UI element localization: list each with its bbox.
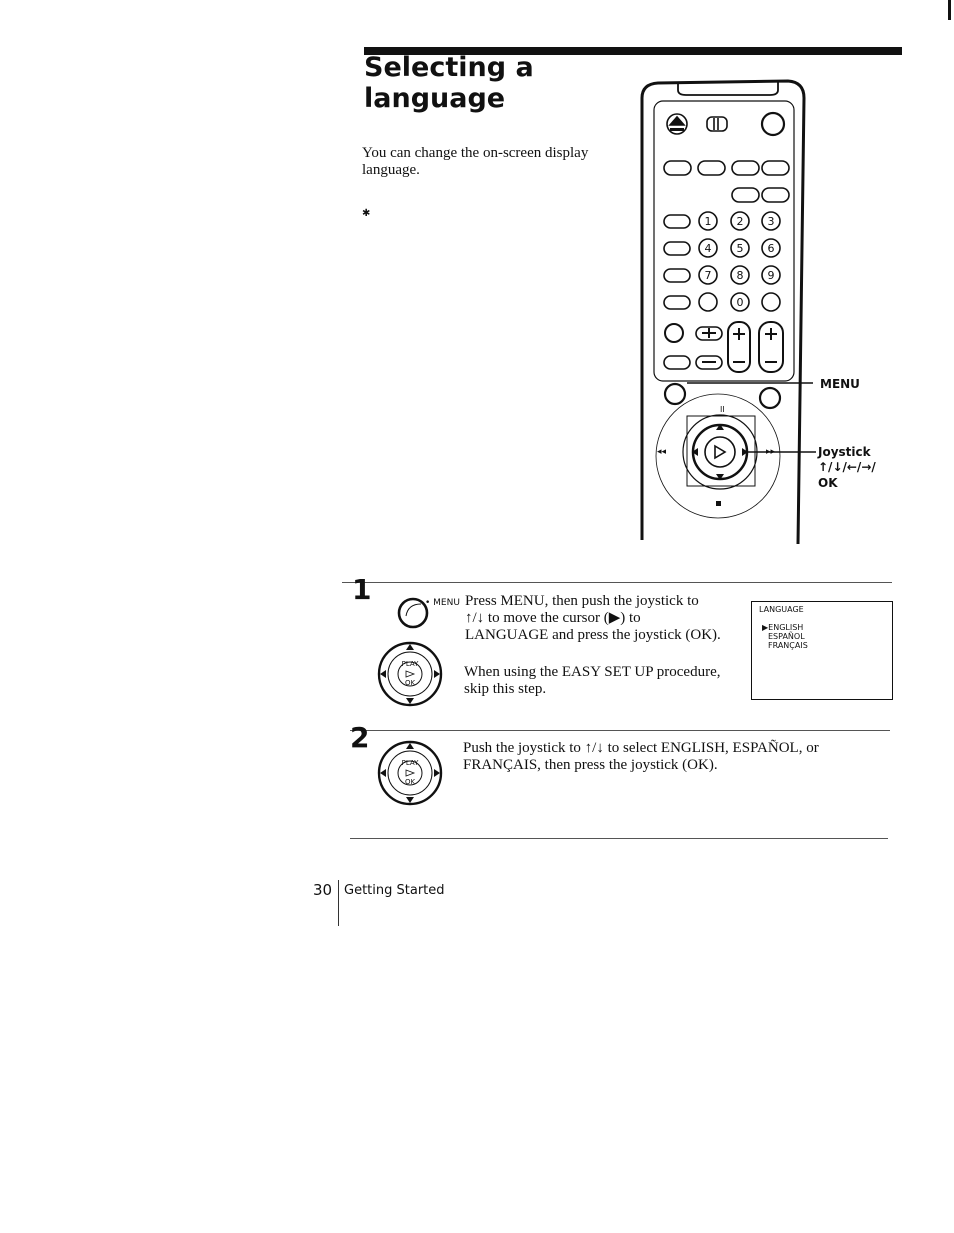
step2-number: 2 [350, 721, 370, 754]
step1-rule [342, 582, 892, 583]
play-triangle-icon [715, 446, 725, 458]
menu-callout-label: MENU [820, 377, 860, 391]
osd-option-espanol: ESPAÑOL [768, 632, 805, 641]
step1-line1: Press MENU, then push the joystick to [465, 593, 699, 609]
menu-button-label: • MENU [425, 598, 460, 608]
input-button-icon [665, 324, 683, 342]
pause-icon: II [720, 405, 725, 414]
function-keys-row1 [664, 161, 789, 175]
joystick-ok-label: OK [404, 778, 416, 786]
stop-icon [716, 501, 721, 506]
step1-note-line1: When using the EASY SET UP procedure, [464, 664, 721, 680]
joystick-ok-label: OK [404, 679, 416, 687]
fast-forward-icon: ▸▸ [766, 447, 776, 457]
menu-button-icon [665, 384, 685, 404]
step1-line2: ↑/↓ to move the cursor (▶) to [465, 610, 641, 626]
clear-button-icon [760, 388, 780, 408]
remote-illustration [630, 78, 900, 548]
oval-key-lower [664, 356, 690, 369]
step1-instructions [465, 593, 745, 644]
step1-note-line2: skip this step. [464, 681, 547, 697]
joystick-play-label: PLAY [401, 660, 419, 668]
osd-language-menu [751, 601, 893, 700]
step1-line3: LANGUAGE and press the joystick (OK). [465, 627, 721, 643]
step2-line1: Push the joystick to ↑/↓ to select ENGLISH, ESPAÑOL, or [463, 740, 819, 756]
osd-option-francais: FRANÇAIS [768, 641, 808, 650]
number-key-labels [705, 215, 775, 309]
remote-inner-panel [654, 101, 794, 381]
osd-title: LANGUAGE [759, 605, 804, 614]
svg-text:1: 1 [704, 215, 712, 228]
eject-icon [667, 114, 687, 134]
function-keys-row2 [732, 188, 789, 202]
step1-note [464, 664, 744, 698]
power-button-icon [762, 113, 784, 135]
number-keypad [664, 212, 780, 311]
svg-text:7: 7 [704, 269, 712, 282]
section-label: Getting Started [344, 883, 445, 898]
intro-text: You can change the on-screen display language. [362, 145, 589, 178]
page-number: 30 [313, 881, 333, 899]
step2-instructions [463, 740, 883, 774]
joystick-icon-step1 [377, 641, 443, 707]
joystick-icon-step2 [377, 740, 443, 806]
svg-text:2: 2 [736, 215, 744, 228]
svg-text:9: 9 [767, 269, 775, 282]
footer-separator [338, 880, 339, 926]
page-title-line2: language [364, 83, 506, 114]
page-title-line1: Selecting a [364, 52, 534, 83]
svg-text:3: 3 [767, 215, 775, 228]
joystick-icon [693, 425, 747, 479]
osd-option-english: ▶ENGLISH [762, 623, 804, 632]
joystick-arrows-label: ↑/↓/←/→/ [818, 460, 876, 474]
joystick-callout-label: Joystick [818, 445, 871, 459]
ok-callout-label: OK [818, 476, 838, 490]
note-mark: ✱ [362, 208, 371, 219]
svg-text:8: 8 [736, 269, 744, 282]
svg-text:6: 6 [767, 242, 775, 255]
step2-bottom-rule [350, 838, 888, 839]
plus-minus-glyphs [702, 328, 777, 362]
page-title [364, 52, 534, 114]
step1-number: 1 [352, 573, 372, 606]
svg-text:0: 0 [736, 296, 744, 309]
step2-rule [350, 730, 890, 731]
svg-text:5: 5 [736, 242, 744, 255]
rewind-icon: ◂◂ [657, 447, 667, 457]
tv-video-icon [707, 117, 727, 131]
edge-mark [948, 0, 951, 20]
svg-text:4: 4 [704, 242, 712, 255]
joystick-play-label: PLAY [401, 759, 419, 767]
step2-line2: FRANÇAIS, then press the joystick (OK). [463, 757, 718, 773]
